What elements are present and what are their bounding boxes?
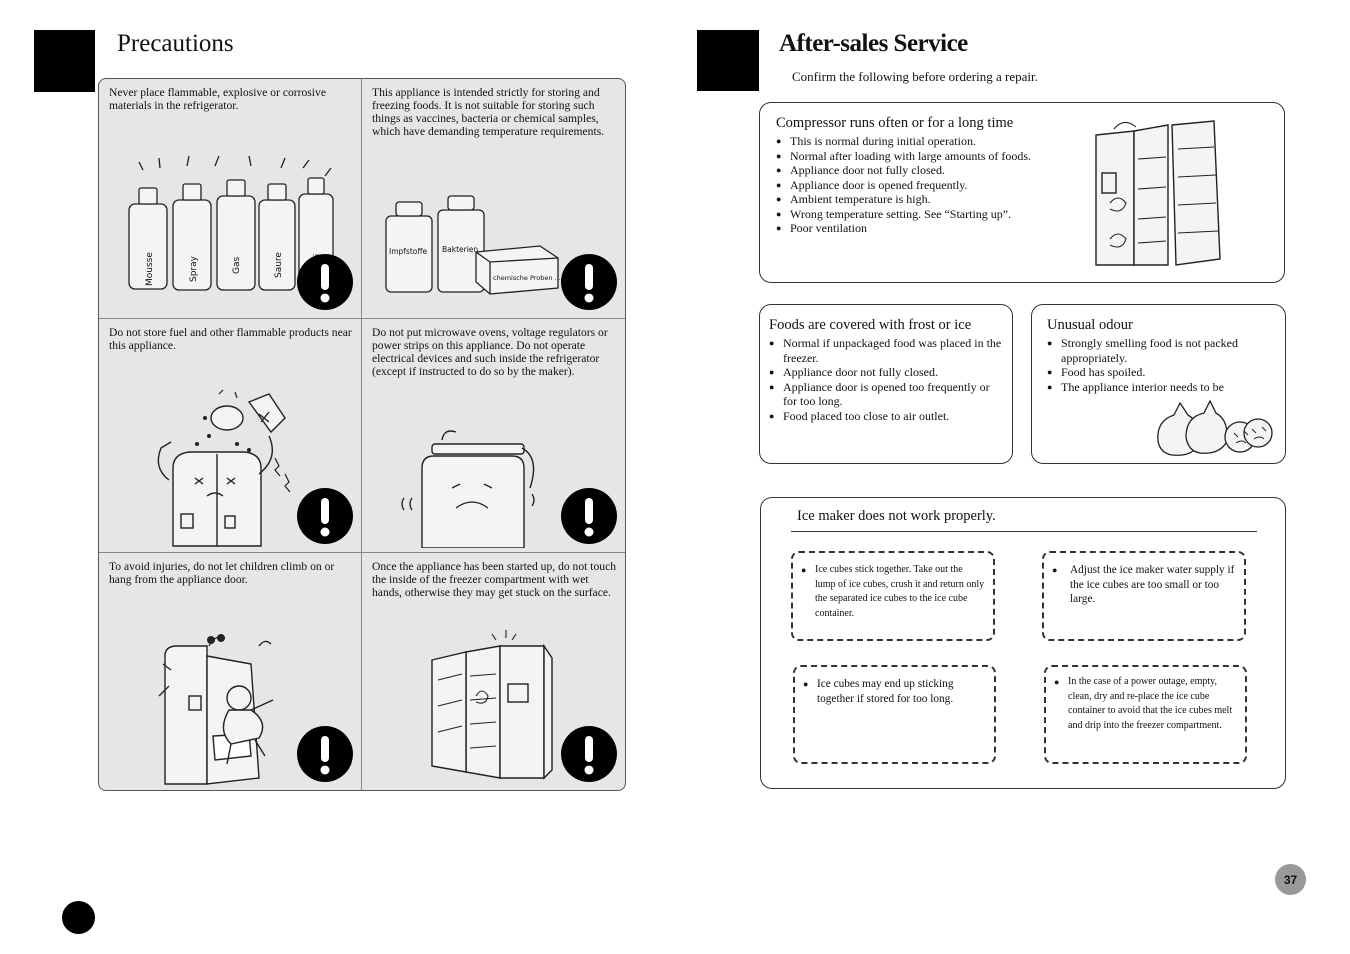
- compressor-list: [776, 134, 1031, 236]
- bottle-label-spray: Spray: [189, 256, 199, 282]
- left-header-block: [34, 30, 95, 92]
- list-item: ● Normal after loading with large amounts of foods.: [776, 149, 1031, 164]
- list-item: ● Poor ventilation: [776, 221, 1031, 236]
- icemaker-tip: ● Adjust the ice maker water supply if the ice cubes are too small or too large.: [1052, 563, 1236, 607]
- item-label-vaccines: Impfstoffe: [389, 247, 428, 256]
- precaution-text: This appliance is intended strictly for storing and freezing foods. It is not suitable for storing such things as vaccines, bacteria or chemical samples, which have demanding temperature requirements.: [372, 86, 605, 138]
- precaution-cell-electrical-devices: [362, 319, 625, 553]
- bottle-label-mousse: Mousse: [145, 252, 155, 286]
- bottle-label-gas: Gas: [232, 256, 242, 274]
- list-item: ● Normal if unpackaged food was placed in the freezer.: [769, 336, 1002, 365]
- list-item: ● The appliance interior needs to be: [1047, 380, 1275, 395]
- precaution-text: To avoid injuries, do not let children climb on or hang from the appliance door.: [109, 560, 335, 586]
- precaution-cell-flammable-materials: [99, 79, 362, 319]
- page-title-after-sales: After-sales Service: [779, 30, 968, 57]
- list-item: ● Appliance door is opened too frequently or for too long.: [769, 380, 1002, 409]
- page-number: 37: [1275, 864, 1306, 895]
- frost-title: Foods are covered with frost or ice: [769, 317, 972, 333]
- spoiled-food-illustration: [1152, 397, 1278, 459]
- frost-list: [769, 336, 1002, 423]
- icemaker-tip-box: [1042, 551, 1246, 641]
- odour-title: Unusual odour: [1047, 317, 1133, 333]
- precaution-cell-food-only: [362, 79, 625, 319]
- precaution-cell-fuel: [99, 319, 362, 553]
- open-fridge-illustration: [1090, 119, 1230, 269]
- warning-icon: [561, 726, 617, 782]
- icemaker-tip: ● Ice cubes may end up sticking together if stored for too long.: [803, 677, 986, 706]
- frost-box: [759, 304, 1013, 464]
- compressor-title: Compressor runs often or for a long time: [776, 115, 1014, 131]
- icemaker-tip: ● In the case of a power outage, empty, clean, dry and re-place the ice cube container to avoid that the ice cubes melt and drip into the freezer compartment.: [1054, 675, 1237, 733]
- warning-icon: [561, 488, 617, 544]
- item-label-chemical-samples: chemische Proben ...: [493, 274, 561, 282]
- precaution-text: Do not store fuel and other flammable products near this appliance.: [109, 326, 352, 352]
- page-subtitle: Confirm the following before ordering a repair.: [792, 69, 1038, 84]
- icemaker-tip: ● Ice cubes stick together. Take out the lump of ice cubes, crush it and return only the separated ice cubes to the ice cube container.: [801, 563, 985, 621]
- icemaker-tip-box: [791, 551, 995, 641]
- right-header-block: [697, 30, 759, 91]
- warning-icon: [561, 254, 617, 310]
- warning-icon: [297, 488, 353, 544]
- icemaker-tip-box: [1044, 665, 1247, 764]
- odour-box: [1031, 304, 1286, 464]
- precaution-cell-children: [99, 553, 362, 790]
- icemaker-box: [760, 497, 1286, 789]
- list-item: ● Appliance door not fully closed.: [769, 365, 1002, 380]
- item-label-bacteria: Bakterien: [442, 245, 479, 254]
- warning-icon: [297, 254, 353, 310]
- bottle-label-saure: Saure: [274, 252, 284, 278]
- page-title-precautions: Precautions: [117, 30, 234, 57]
- page-marker-dot: [62, 901, 95, 934]
- list-item: ● Food has spoiled.: [1047, 365, 1275, 380]
- list-item: ● Appliance door not fully closed.: [776, 163, 1031, 178]
- icemaker-tip-box: [793, 665, 996, 764]
- list-item: ● Ambient temperature is high.: [776, 192, 1031, 207]
- precaution-cell-wet-hands: [362, 553, 625, 790]
- list-item: ● Appliance door is opened frequently.: [776, 178, 1031, 193]
- list-item: ● Wrong temperature setting. See “Starting up”.: [776, 207, 1031, 222]
- precaution-text: Do not put microwave ovens, voltage regulators or power strips on this appliance. Do not operate electrical devices and such inside the refrigerator (except if instructed to do so by the maker).: [372, 326, 608, 378]
- odour-list: [1047, 336, 1275, 394]
- precaution-text: Never place flammable, explosive or corrosive materials in the refrigerator.: [109, 86, 326, 112]
- compressor-box: [759, 102, 1285, 283]
- icemaker-title-underline: [791, 531, 1257, 532]
- precaution-text: Once the appliance has been started up, do not touch the inside of the freezer compartment with wet hands, otherwise they may get stuck on the surface.: [372, 560, 617, 599]
- list-item: ● Strongly smelling food is not packed appropriately.: [1047, 336, 1275, 365]
- list-item: ● This is normal during initial operation.: [776, 134, 1031, 149]
- icemaker-title: Ice maker does not work properly.: [797, 508, 996, 524]
- list-item: ● Food placed too close to air outlet.: [769, 409, 1002, 424]
- warning-icon: [297, 726, 353, 782]
- precautions-grid: [98, 78, 626, 791]
